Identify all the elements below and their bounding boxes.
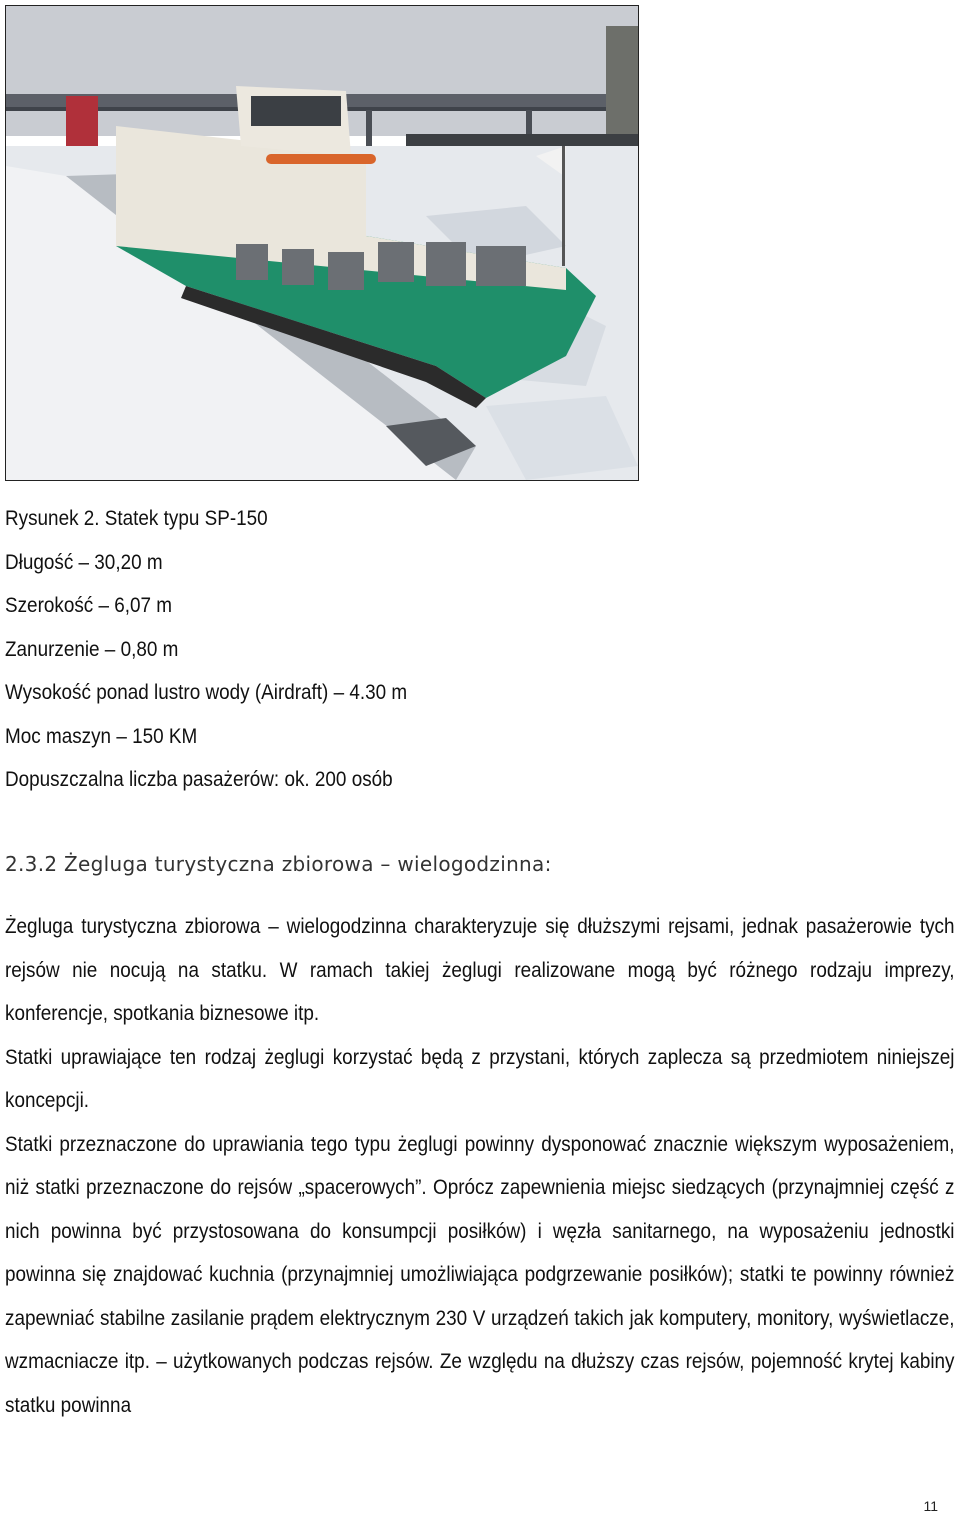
caption-passenger-capacity: Dopuszczalna liczba pasażerów: ok. 200 osób <box>5 768 393 791</box>
section-body <box>5 905 955 1427</box>
figure-caption <box>5 497 635 802</box>
page-number: 11 <box>923 1498 938 1514</box>
caption-draft: Zanurzenie – 0,80 m <box>5 637 179 661</box>
section-heading: 2.3.2 Żegluga turystyczna zbiorowa – wielogodzinna: <box>5 852 552 876</box>
caption-width: Szerokość – 6,07 m <box>5 594 173 617</box>
caption-title: Rysunek 2. Statek typu SP-150 <box>5 507 268 530</box>
caption-engine-power: Moc maszyn – 150 KM <box>5 724 198 748</box>
paragraph: Statki przeznaczone do uprawiania tego typu żeglugi powinny dysponować znacznie większym wyposażeniem, niż statki przeznaczone do rejsów „spacerowych”. Oprócz zapewnienia miejsc siedzących (przynajmniej część z nich powinna być przystosowana do konsumpcji posiłków) i węzła sanitarnego, na wyposażeniu jednostki powinna się znajdować kuchnia (przynajmniej umożliwiająca podgrzewanie posiłków); statki te powinny również zapewniać stabilne zasilanie prądem elektrycznym 230 V urządzeń takich jak komputery, monitory, wyświetlacze, wzmacniacze itp. – użytkowanych podczas rejsów. Ze względu na dłuższy czas rejsów, pojemność krytej kabiny statku powinna <box>5 1132 955 1417</box>
paragraph: Żegluga turystyczna zbiorowa – wielogodzinna charakteryzuje się dłuższymi rejsami, jednak pasażerowie tych rejsów nie nocują na statku. W ramach takiej żeglugi realizowane mogą być różnego rodzaju imprezy, konferencje, spotkania biznesowe itp. <box>5 915 955 1025</box>
ship-photo <box>5 5 639 481</box>
caption-length: Długość – 30,20 m <box>5 550 163 574</box>
caption-airdraft: Wysokość ponad lustro wody (Airdraft) – 4.30 m <box>5 681 408 704</box>
paragraph: Statki uprawiające ten rodzaj żeglugi korzystać będą z przystani, których zaplecza są przedmiotem niniejszej koncepcji. <box>5 1045 955 1112</box>
